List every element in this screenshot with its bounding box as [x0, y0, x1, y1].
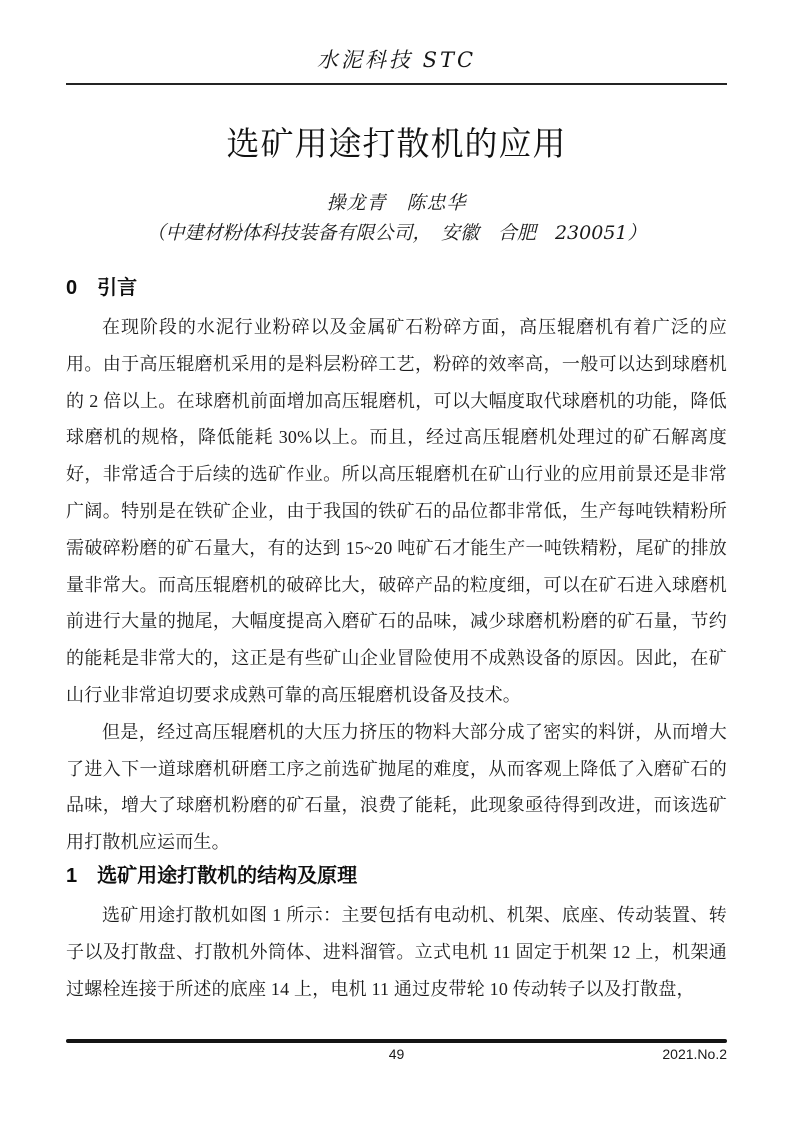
- paragraph-intro-1: 在现阶段的水泥行业粉碎以及金属矿石粉碎方面，高压辊磨机有着广泛的应用。由于高压辊磨机采用的是料层粉碎工艺，粉碎的效率高，一般可以达到球磨机的 2 倍以上。在球磨机前面增加高压辊磨机，可以大幅度取代球磨机的功能，降低球磨机的规格，降低能耗 30%以上。而且，经过高压辊磨机处理过的矿石解离度好，非常适合于后续的选矿作业。所以高压辊磨机在矿山行业的应用前景还是非常广阔。特别是在铁矿企业，由于我国的铁矿石的品位都非常低，生产每吨铁精粉所需破碎粉磨的矿石量大，有的达到 15~20 吨矿石才能生产一吨铁精粉，尾矿的排放量非常大。而高压辊磨机的破碎比大，破碎产品的粒度细，可以在矿石进入球磨机前进行大量的抛尾，大幅度提高入磨矿石的品味，减少球磨机粉磨的矿石量，节约的能耗是非常大的，这正是有些矿山企业冒险使用不成熟设备的原因。因此，在矿山行业非常迫切要求成熟可靠的高压辊磨机设备及技术。: [66, 317, 727, 705]
- page-footer: [66, 1039, 727, 1066]
- section-heading-introduction: 0 引言: [66, 277, 138, 299]
- footer-divider-rule: [66, 1039, 727, 1043]
- journal-header-title: 水泥科技 STC: [316, 48, 477, 72]
- section-heading-structure-principle: 1 选矿用途打散机的结构及原理: [66, 864, 358, 887]
- article-authors: 操龙青 陈忠华: [326, 192, 467, 214]
- article-title: 选矿用途打散机的应用: [226, 125, 567, 162]
- issue-number: 2021.No.2: [662, 1046, 727, 1062]
- article-affiliation: （中建材粉体科技装备有限公司， 安徽 合肥 230051）: [146, 222, 647, 244]
- footer-row: [66, 1046, 727, 1066]
- page-number: 49: [388, 1046, 405, 1062]
- paragraph-structure-1: 选矿用途打散机如图 1 所示：主要包括有电动机、机架、底座、传动装置、转子以及打散盘、打散机外筒体、进料溜管。立式电机 11 固定于机架 12 上，机架通过螺栓连接于所述的底座 14 上，电机 11 通过皮带轮 10 传动转子以及打散盘，: [66, 904, 727, 999]
- paragraph-intro-2: 但是，经过高压辊磨机的大压力挤压的物料大部分成了密实的料饼，从而增大了进入下一道球磨机研磨工序之前选矿抛尾的难度，从而客观上降低了入磨矿石的品味，增大了球磨机粉磨的矿石量，浪费了能耗，此现象亟待得到改进，而该选矿用打散机应运而生。: [66, 721, 727, 853]
- header-divider-rule: [66, 83, 727, 85]
